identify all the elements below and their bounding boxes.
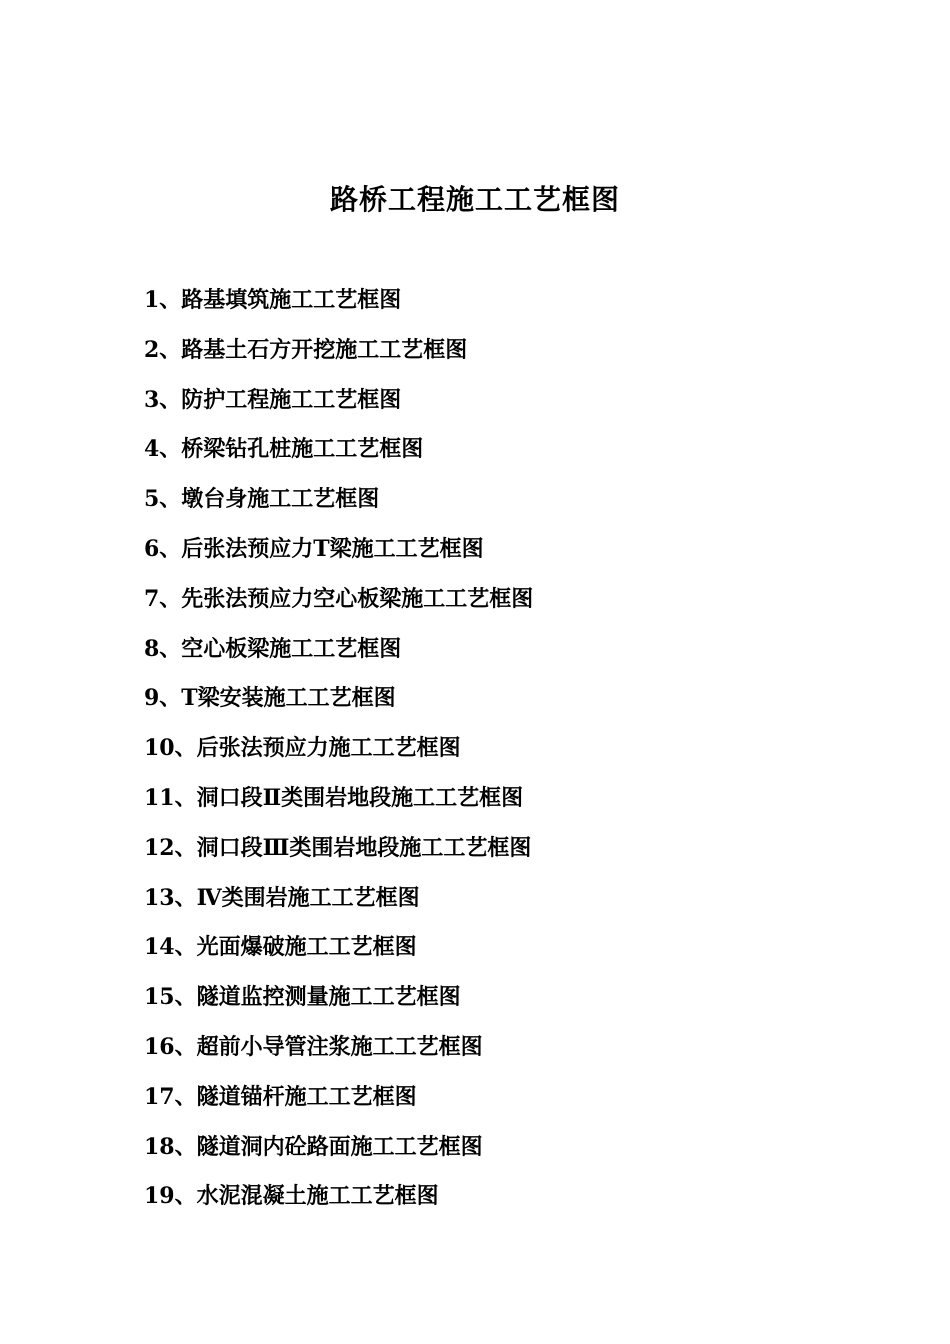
toc-item: 4、桥梁钻孔桩施工工艺框图	[144, 436, 424, 463]
toc-item: 2、路基土石方开挖施工工艺框图	[144, 336, 468, 363]
toc-item: 3、防护工程施工工艺框图	[144, 386, 402, 413]
toc-item: 14、光面爆破施工工艺框图	[144, 934, 417, 961]
toc-item: 13、Ⅳ类围岩施工工艺框图	[144, 884, 420, 911]
toc-item: 18、隧道洞内砼路面施工工艺框图	[144, 1133, 483, 1160]
toc-item: 6、后张法预应力T梁施工工艺框图	[144, 535, 484, 562]
toc-item: 5、墩台身施工工艺框图	[144, 486, 380, 513]
toc-item: 12、洞口段Ⅲ类围岩地段施工工艺框图	[144, 834, 532, 861]
toc-item: 1、路基填筑施工工艺框图	[144, 287, 402, 313]
toc-item: 15、隧道监控测量施工工艺框图	[144, 984, 461, 1011]
toc-item: 16、超前小导管注浆施工工艺框图	[144, 1033, 483, 1060]
toc-item: 10、后张法预应力施工工艺框图	[144, 735, 461, 762]
table-of-contents	[144, 280, 844, 1226]
toc-item: 19、水泥混凝土施工工艺框图	[144, 1183, 439, 1210]
toc-item: 9、T梁安装施工工艺框图	[144, 685, 396, 712]
toc-item: 8、空心板梁施工工艺框图	[144, 635, 402, 662]
toc-item: 11、洞口段Ⅱ类围岩地段施工工艺框图	[144, 784, 524, 811]
toc-item: 7、先张法预应力空心板梁施工工艺框图	[144, 585, 534, 612]
document-title: 路桥工程施工工艺框图	[329, 183, 620, 216]
toc-item: 17、隧道锚杆施工工艺框图	[144, 1083, 417, 1110]
